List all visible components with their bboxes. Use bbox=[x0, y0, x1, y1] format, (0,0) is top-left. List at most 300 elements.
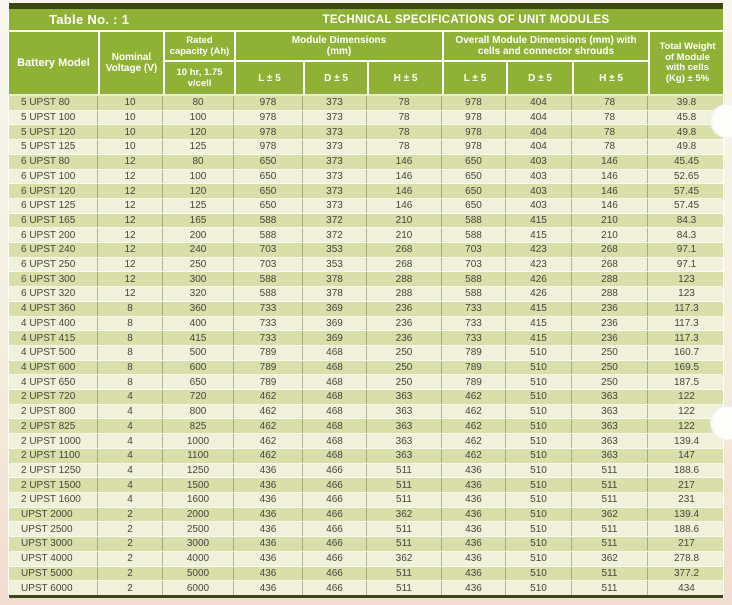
col-header-battery-model: Battery Model bbox=[17, 56, 90, 69]
value-cell: 120 bbox=[163, 125, 234, 139]
table-row bbox=[9, 346, 723, 361]
value-cell: 250 bbox=[572, 375, 648, 389]
value-cell: 468 bbox=[303, 419, 367, 433]
value-cell: 462 bbox=[234, 449, 303, 463]
value-cell: 2 bbox=[98, 567, 163, 581]
value-cell: 510 bbox=[506, 419, 572, 433]
value-cell: 466 bbox=[303, 478, 367, 492]
value-cell: 462 bbox=[234, 405, 303, 419]
value-cell: 468 bbox=[303, 361, 367, 375]
value-cell: 200 bbox=[163, 228, 234, 242]
battery-model-cell: UPST 2500 bbox=[9, 522, 98, 536]
value-cell: 733 bbox=[234, 302, 303, 316]
value-cell: 650 bbox=[442, 170, 506, 184]
value-cell: 511 bbox=[367, 567, 442, 581]
table-row bbox=[9, 184, 723, 199]
value-cell: 436 bbox=[442, 508, 506, 522]
col-subheader-module-h: H ± 5 bbox=[367, 60, 442, 94]
value-cell: 2000 bbox=[163, 508, 234, 522]
value-cell: 434 bbox=[678, 582, 695, 594]
table-title-bar bbox=[9, 9, 723, 32]
value-cell: 5000 bbox=[163, 567, 234, 581]
value-cell: 462 bbox=[442, 390, 506, 404]
table-row bbox=[9, 287, 723, 302]
value-cell: 362 bbox=[367, 552, 442, 566]
value-cell: 12 bbox=[98, 287, 163, 301]
value-cell: 10 bbox=[98, 140, 163, 154]
value-cell: 3000 bbox=[163, 537, 234, 551]
value-cell: 650 bbox=[442, 199, 506, 213]
value-cell: 236 bbox=[572, 317, 648, 331]
value-cell: 117.3 bbox=[674, 332, 699, 344]
value-cell: 789 bbox=[442, 361, 506, 375]
value-cell: 510 bbox=[506, 552, 572, 566]
battery-model-cell: 2 UPST 1000 bbox=[9, 434, 98, 448]
value-cell: 84.3 bbox=[676, 214, 697, 226]
value-cell: 978 bbox=[442, 140, 506, 154]
value-cell: 6000 bbox=[163, 581, 234, 595]
table-row bbox=[9, 434, 723, 449]
value-cell: 363 bbox=[572, 405, 648, 419]
value-cell: 139.4 bbox=[673, 435, 700, 447]
value-cell: 39.8 bbox=[676, 97, 697, 109]
page-title: TECHNICAL SPECIFICATIONS OF UNIT MODULES bbox=[322, 13, 610, 26]
value-cell: 510 bbox=[506, 478, 572, 492]
table-row bbox=[9, 214, 723, 229]
value-cell: 250 bbox=[572, 361, 648, 375]
value-cell: 2 bbox=[98, 552, 163, 566]
value-cell: 362 bbox=[572, 508, 648, 522]
value-cell: 511 bbox=[367, 464, 442, 478]
col-group-overall-dimensions: Overall Module Dimensions (mm) with cells and connector shrouds bbox=[442, 32, 648, 60]
value-cell: 12 bbox=[98, 184, 163, 198]
value-cell: 353 bbox=[303, 258, 367, 272]
value-cell: 2 bbox=[98, 508, 163, 522]
value-cell: 1100 bbox=[163, 449, 234, 463]
battery-model-cell: 4 UPST 360 bbox=[9, 302, 98, 316]
battery-model-cell: UPST 2000 bbox=[9, 508, 98, 522]
value-cell: 650 bbox=[234, 199, 303, 213]
value-cell: 373 bbox=[303, 155, 367, 169]
value-cell: 250 bbox=[572, 346, 648, 360]
value-cell: 500 bbox=[163, 346, 234, 360]
value-cell: 210 bbox=[572, 214, 648, 228]
value-cell: 403 bbox=[506, 155, 572, 169]
value-cell: 12 bbox=[98, 272, 163, 286]
value-cell: 436 bbox=[442, 493, 506, 507]
value-cell: 426 bbox=[506, 287, 572, 301]
value-cell: 400 bbox=[163, 317, 234, 331]
value-cell: 436 bbox=[234, 464, 303, 478]
value-cell: 169.5 bbox=[673, 362, 700, 373]
value-cell: 436 bbox=[234, 537, 303, 551]
value-cell: 462 bbox=[234, 419, 303, 433]
table-row bbox=[9, 493, 723, 508]
value-cell: 117.3 bbox=[674, 317, 699, 329]
value-cell: 466 bbox=[303, 522, 367, 536]
table-row bbox=[9, 361, 723, 376]
value-cell: 403 bbox=[506, 199, 572, 213]
value-cell: 466 bbox=[303, 567, 367, 581]
value-cell: 188.6 bbox=[673, 464, 700, 476]
value-cell: 45.45 bbox=[673, 156, 700, 168]
value-cell: 511 bbox=[572, 567, 648, 581]
value-cell: 588 bbox=[234, 228, 303, 242]
value-cell: 4 bbox=[98, 390, 163, 404]
value-cell: 250 bbox=[367, 346, 442, 360]
value-cell: 1250 bbox=[163, 464, 234, 478]
value-cell: 122 bbox=[678, 406, 695, 418]
battery-model-cell: 2 UPST 1600 bbox=[9, 493, 98, 507]
value-cell: 510 bbox=[506, 567, 572, 581]
value-cell: 268 bbox=[572, 258, 648, 272]
value-cell: 466 bbox=[303, 464, 367, 478]
value-cell: 468 bbox=[303, 405, 367, 419]
battery-model-cell: 2 UPST 1100 bbox=[9, 449, 98, 463]
value-cell: 363 bbox=[572, 434, 648, 448]
value-cell: 436 bbox=[234, 522, 303, 536]
table-row bbox=[9, 199, 723, 214]
value-cell: 320 bbox=[163, 287, 234, 301]
col-subheader-module-d: D ± 5 bbox=[303, 60, 367, 94]
value-cell: 415 bbox=[506, 214, 572, 228]
value-cell: 10 bbox=[98, 111, 163, 125]
value-cell: 363 bbox=[367, 390, 442, 404]
value-cell: 436 bbox=[442, 581, 506, 595]
value-cell: 511 bbox=[572, 537, 648, 551]
value-cell: 2 bbox=[98, 537, 163, 551]
table-row bbox=[9, 243, 723, 258]
table-row bbox=[9, 419, 723, 434]
value-cell: 236 bbox=[572, 331, 648, 345]
battery-model-cell: 2 UPST 800 bbox=[9, 405, 98, 419]
value-cell: 52.65 bbox=[673, 170, 700, 182]
value-cell: 404 bbox=[506, 140, 572, 154]
value-cell: 146 bbox=[572, 184, 648, 198]
table-row bbox=[9, 170, 723, 185]
col-header-total-weight: Total Weight of Module with cells (Kg) ± 5% bbox=[648, 32, 725, 94]
value-cell: 800 bbox=[163, 405, 234, 419]
table-row bbox=[9, 125, 723, 140]
battery-model-cell: 6 UPST 80 bbox=[9, 155, 98, 169]
value-cell: 8 bbox=[98, 346, 163, 360]
value-cell: 288 bbox=[572, 287, 648, 301]
value-cell: 4 bbox=[98, 449, 163, 463]
value-cell: 436 bbox=[234, 478, 303, 492]
value-cell: 510 bbox=[506, 390, 572, 404]
value-cell: 510 bbox=[506, 361, 572, 375]
value-cell: 733 bbox=[234, 317, 303, 331]
table-row bbox=[9, 375, 723, 390]
value-cell: 8 bbox=[98, 302, 163, 316]
value-cell: 268 bbox=[367, 258, 442, 272]
value-cell: 373 bbox=[303, 111, 367, 125]
battery-model-cell: 5 UPST 125 bbox=[9, 140, 98, 154]
battery-model-cell: UPST 5000 bbox=[9, 567, 98, 581]
col-subheader-capacity-condition: 10 hr, 1.75 v/cell bbox=[163, 60, 234, 94]
value-cell: 146 bbox=[367, 170, 442, 184]
value-cell: 250 bbox=[367, 361, 442, 375]
value-cell: 363 bbox=[367, 434, 442, 448]
value-cell: 511 bbox=[572, 493, 648, 507]
value-cell: 147 bbox=[678, 450, 695, 462]
battery-model-cell: UPST 6000 bbox=[9, 581, 98, 595]
battery-model-cell: 6 UPST 300 bbox=[9, 272, 98, 286]
value-cell: 588 bbox=[234, 272, 303, 286]
table-row bbox=[9, 317, 723, 332]
table-row bbox=[9, 272, 723, 287]
value-cell: 373 bbox=[303, 140, 367, 154]
value-cell: 468 bbox=[303, 434, 367, 448]
value-cell: 511 bbox=[572, 522, 648, 536]
value-cell: 78 bbox=[572, 96, 648, 110]
battery-model-cell: 6 UPST 320 bbox=[9, 287, 98, 301]
table-row bbox=[9, 96, 723, 111]
value-cell: 703 bbox=[442, 243, 506, 257]
value-cell: 146 bbox=[367, 184, 442, 198]
table-row bbox=[9, 478, 723, 493]
value-cell: 146 bbox=[367, 155, 442, 169]
value-cell: 373 bbox=[303, 199, 367, 213]
value-cell: 12 bbox=[98, 170, 163, 184]
table-row bbox=[9, 258, 723, 273]
value-cell: 789 bbox=[442, 375, 506, 389]
value-cell: 250 bbox=[367, 375, 442, 389]
value-cell: 8 bbox=[98, 317, 163, 331]
value-cell: 511 bbox=[367, 537, 442, 551]
value-cell: 978 bbox=[234, 125, 303, 139]
value-cell: 78 bbox=[572, 125, 648, 139]
value-cell: 511 bbox=[367, 493, 442, 507]
value-cell: 123 bbox=[678, 273, 695, 285]
value-cell: 511 bbox=[572, 478, 648, 492]
value-cell: 57.45 bbox=[673, 185, 700, 197]
value-cell: 97.1 bbox=[676, 259, 697, 271]
value-cell: 78 bbox=[367, 140, 442, 154]
battery-model-cell: UPST 3000 bbox=[9, 537, 98, 551]
battery-model-cell: 4 UPST 650 bbox=[9, 375, 98, 389]
value-cell: 363 bbox=[367, 405, 442, 419]
value-cell: 423 bbox=[506, 243, 572, 257]
value-cell: 588 bbox=[234, 287, 303, 301]
value-cell: 789 bbox=[234, 361, 303, 375]
value-cell: 10 bbox=[98, 125, 163, 139]
battery-model-cell: 2 UPST 1250 bbox=[9, 464, 98, 478]
value-cell: 146 bbox=[572, 170, 648, 184]
col-group-module-dimensions: Module Dimensions (mm) bbox=[234, 32, 442, 60]
value-cell: 10 bbox=[98, 96, 163, 110]
battery-model-cell: 6 UPST 165 bbox=[9, 214, 98, 228]
value-cell: 703 bbox=[234, 243, 303, 257]
value-cell: 300 bbox=[163, 272, 234, 286]
value-cell: 236 bbox=[367, 317, 442, 331]
value-cell: 588 bbox=[442, 287, 506, 301]
value-cell: 97.1 bbox=[676, 244, 697, 256]
table-number: Table No. : 1 bbox=[49, 12, 130, 27]
value-cell: 650 bbox=[442, 155, 506, 169]
value-cell: 588 bbox=[442, 228, 506, 242]
col-subheader-module-l: L ± 5 bbox=[234, 60, 303, 94]
battery-model-cell: 5 UPST 100 bbox=[9, 111, 98, 125]
value-cell: 436 bbox=[234, 493, 303, 507]
value-cell: 8 bbox=[98, 361, 163, 375]
value-cell: 49.8 bbox=[676, 141, 697, 153]
battery-model-cell: 6 UPST 250 bbox=[9, 258, 98, 272]
table-row bbox=[9, 567, 723, 582]
value-cell: 210 bbox=[572, 228, 648, 242]
value-cell: 426 bbox=[506, 272, 572, 286]
value-cell: 4 bbox=[98, 478, 163, 492]
value-cell: 2 bbox=[98, 522, 163, 536]
value-cell: 288 bbox=[572, 272, 648, 286]
value-cell: 80 bbox=[163, 155, 234, 169]
value-cell: 4 bbox=[98, 419, 163, 433]
value-cell: 117.3 bbox=[674, 303, 699, 315]
value-cell: 1000 bbox=[163, 434, 234, 448]
value-cell: 468 bbox=[303, 346, 367, 360]
value-cell: 369 bbox=[303, 302, 367, 316]
value-cell: 588 bbox=[234, 214, 303, 228]
value-cell: 362 bbox=[572, 552, 648, 566]
value-cell: 650 bbox=[234, 170, 303, 184]
battery-model-cell: 4 UPST 600 bbox=[9, 361, 98, 375]
value-cell: 650 bbox=[234, 184, 303, 198]
value-cell: 462 bbox=[442, 449, 506, 463]
value-cell: 436 bbox=[442, 537, 506, 551]
value-cell: 825 bbox=[163, 419, 234, 433]
value-cell: 733 bbox=[442, 302, 506, 316]
value-cell: 436 bbox=[442, 478, 506, 492]
table-row bbox=[9, 581, 723, 595]
table-row bbox=[9, 331, 723, 346]
value-cell: 415 bbox=[163, 331, 234, 345]
value-cell: 268 bbox=[572, 243, 648, 257]
value-cell: 188.6 bbox=[673, 523, 700, 535]
value-cell: 511 bbox=[572, 581, 648, 595]
value-cell: 78 bbox=[572, 111, 648, 125]
value-cell: 466 bbox=[303, 508, 367, 522]
table-row bbox=[9, 449, 723, 464]
value-cell: 511 bbox=[367, 522, 442, 536]
value-cell: 462 bbox=[234, 434, 303, 448]
value-cell: 363 bbox=[572, 449, 648, 463]
table-row bbox=[9, 537, 723, 552]
value-cell: 510 bbox=[506, 493, 572, 507]
value-cell: 466 bbox=[303, 552, 367, 566]
table-row bbox=[9, 508, 723, 523]
value-cell: 588 bbox=[442, 272, 506, 286]
value-cell: 12 bbox=[98, 243, 163, 257]
value-cell: 8 bbox=[98, 331, 163, 345]
value-cell: 1500 bbox=[163, 478, 234, 492]
value-cell: 125 bbox=[163, 140, 234, 154]
table-body bbox=[9, 96, 723, 598]
value-cell: 78 bbox=[367, 111, 442, 125]
value-cell: 369 bbox=[303, 317, 367, 331]
value-cell: 2 bbox=[98, 581, 163, 595]
value-cell: 703 bbox=[234, 258, 303, 272]
value-cell: 84.3 bbox=[676, 229, 697, 241]
table-row bbox=[9, 111, 723, 126]
value-cell: 588 bbox=[442, 214, 506, 228]
value-cell: 372 bbox=[303, 214, 367, 228]
battery-model-cell: UPST 4000 bbox=[9, 552, 98, 566]
value-cell: 4 bbox=[98, 434, 163, 448]
value-cell: 510 bbox=[506, 537, 572, 551]
value-cell: 4 bbox=[98, 493, 163, 507]
value-cell: 733 bbox=[442, 317, 506, 331]
value-cell: 268 bbox=[367, 243, 442, 257]
value-cell: 45.8 bbox=[676, 112, 697, 124]
value-cell: 139.4 bbox=[673, 509, 700, 521]
value-cell: 2500 bbox=[163, 522, 234, 536]
table-row bbox=[9, 228, 723, 243]
value-cell: 415 bbox=[506, 302, 572, 316]
value-cell: 468 bbox=[303, 449, 367, 463]
col-subheader-overall-l: L ± 5 bbox=[442, 60, 506, 94]
value-cell: 789 bbox=[442, 346, 506, 360]
value-cell: 436 bbox=[442, 464, 506, 478]
value-cell: 510 bbox=[506, 581, 572, 595]
value-cell: 236 bbox=[367, 302, 442, 316]
value-cell: 466 bbox=[303, 493, 367, 507]
table-row bbox=[9, 552, 723, 567]
battery-model-cell: 2 UPST 1500 bbox=[9, 478, 98, 492]
value-cell: 1600 bbox=[163, 493, 234, 507]
value-cell: 703 bbox=[442, 258, 506, 272]
value-cell: 404 bbox=[506, 111, 572, 125]
value-cell: 436 bbox=[234, 508, 303, 522]
value-cell: 100 bbox=[163, 111, 234, 125]
value-cell: 436 bbox=[442, 567, 506, 581]
value-cell: 288 bbox=[367, 287, 442, 301]
battery-model-cell: 2 UPST 720 bbox=[9, 390, 98, 404]
value-cell: 403 bbox=[506, 170, 572, 184]
value-cell: 100 bbox=[163, 170, 234, 184]
table-row bbox=[9, 155, 723, 170]
value-cell: 378 bbox=[303, 287, 367, 301]
value-cell: 789 bbox=[234, 346, 303, 360]
col-header-nominal-voltage: Nominal Voltage (V) bbox=[98, 32, 163, 94]
value-cell: 510 bbox=[506, 449, 572, 463]
table-row bbox=[9, 464, 723, 479]
value-cell: 187.5 bbox=[673, 376, 700, 388]
value-cell: 240 bbox=[163, 243, 234, 257]
value-cell: 510 bbox=[506, 346, 572, 360]
value-cell: 12 bbox=[98, 214, 163, 228]
value-cell: 12 bbox=[98, 258, 163, 272]
battery-model-cell: 6 UPST 240 bbox=[9, 243, 98, 257]
value-cell: 363 bbox=[367, 419, 442, 433]
battery-model-cell: 4 UPST 400 bbox=[9, 317, 98, 331]
value-cell: 720 bbox=[163, 390, 234, 404]
value-cell: 466 bbox=[303, 581, 367, 595]
value-cell: 978 bbox=[234, 140, 303, 154]
value-cell: 404 bbox=[506, 96, 572, 110]
value-cell: 510 bbox=[506, 522, 572, 536]
value-cell: 8 bbox=[98, 375, 163, 389]
value-cell: 415 bbox=[506, 228, 572, 242]
value-cell: 217 bbox=[678, 479, 695, 491]
value-cell: 462 bbox=[234, 390, 303, 404]
value-cell: 404 bbox=[506, 125, 572, 139]
value-cell: 733 bbox=[234, 331, 303, 345]
value-cell: 373 bbox=[303, 170, 367, 184]
value-cell: 78 bbox=[367, 125, 442, 139]
value-cell: 4000 bbox=[163, 552, 234, 566]
value-cell: 236 bbox=[572, 302, 648, 316]
value-cell: 789 bbox=[234, 375, 303, 389]
